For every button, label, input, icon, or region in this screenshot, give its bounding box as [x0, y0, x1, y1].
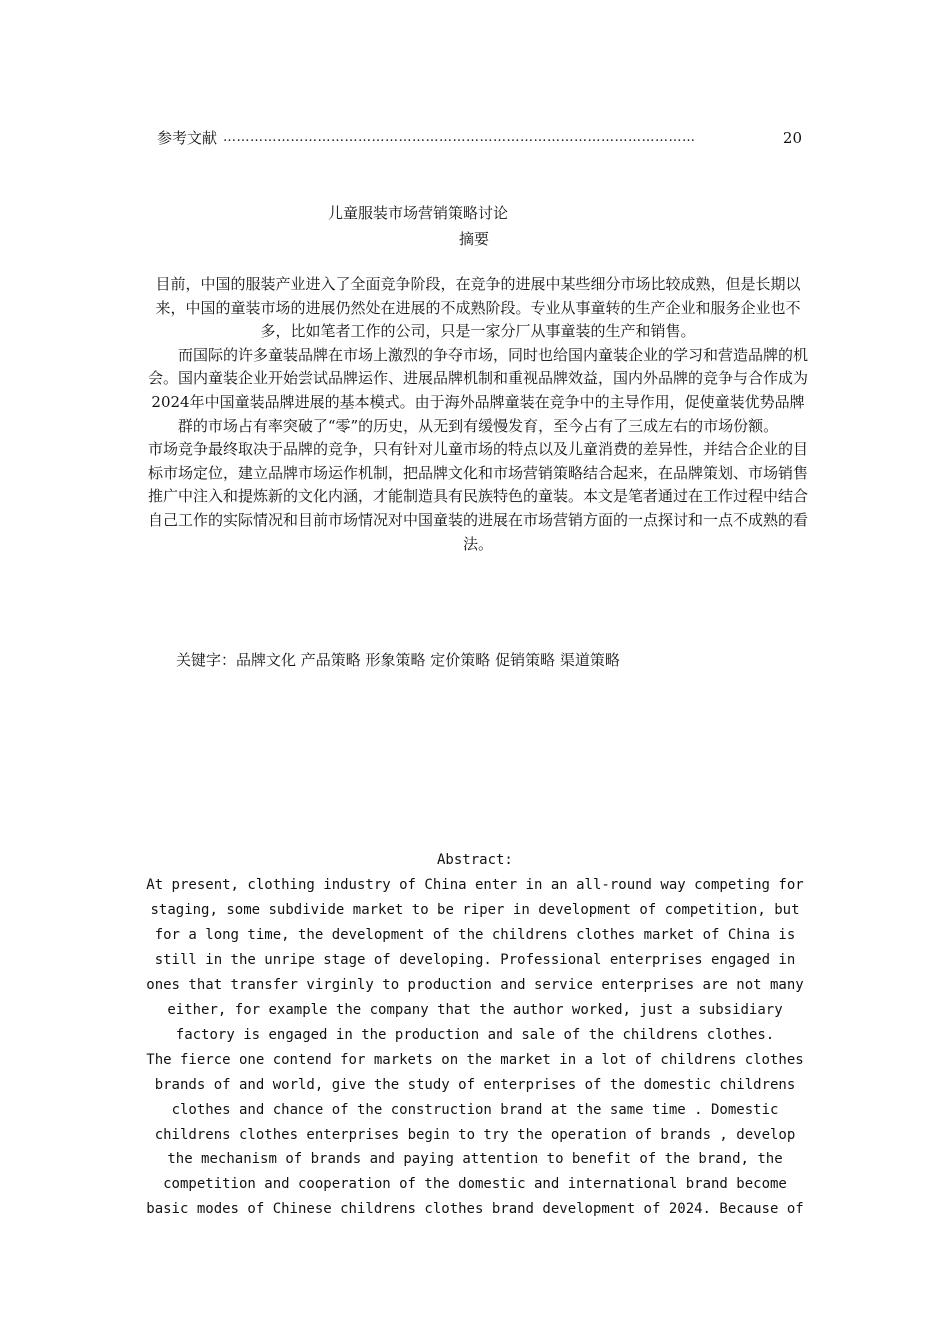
- toc-entry-references[interactable]: [157, 127, 802, 149]
- english-abstract-paragraph: At present, clothing industry of China enter in an all-round way competing for staging, some subdivide market to be riper in development of competition, but for a long time, the development of the childrens clothes market of China is still in the unripe stage of developing. Professional enterprises engaged in ones that transfer virginly to production and service enterprises are not many either, for example the company that the author worked, just a subsidiary factory is engaged in the production and sale of the childrens clothes.: [146, 877, 804, 1043]
- abstract-paragraph: 目前，中国的服装产业进入了全面竞争阶段，在竞争的进展中某些细分市场比较成熟，但是长期以来，中国的童装市场的进展仍然处在进展的不成熟阶段。专业从事童转的生产企业和服务企业也不多，比如笔者工作的公司，只是一家分厂从事童装的生产和销售。: [155, 275, 801, 341]
- keywords: 关键字：品牌文化 产品策略 形象策略 定价策略 促销策略 渠道策略: [176, 651, 620, 669]
- document-title: 儿童服装市场营销策略讨论: [328, 204, 509, 222]
- toc-label: 参考文献: [157, 129, 218, 147]
- english-abstract-heading: Abstract:: [437, 852, 513, 868]
- toc-leader-dots: ……………………………………………………………………………………………: [223, 130, 696, 145]
- abstract-paragraph: 而国际的许多童装品牌在市场上激烈的争夺市场，同时也给国内童装企业的学习和营造品牌的机会。国内童装企业开始尝试品牌运作、进展品牌机制和重视品牌效益，国内外品牌的竞争与合作成为2024年中国童装品牌进展的基本模式。由于海外品牌童装在竞争中的主导作用，促使童装优势品牌群的市场占有率突破了“零”的历史，从无到有缓慢发育，至今占有了三成左右的市场份额。: [148, 345, 809, 435]
- toc-page-number: 20: [776, 127, 802, 149]
- english-abstract-paragraph: The fierce one contend for markets on the market in a lot of childrens clothes brands of and world, give the study of enterprises of the domestic childrens clothes and chance of the construction brand at the same time . Domestic childrens clothes enterprises begin to try the operation of brands , develop the mechanism of brands and paying attention to benefit of the brand, the competition and cooperation of the domestic and international brand become basic modes of Chinese childrens clothes brand development of 2024. Because of: [146, 1051, 804, 1218]
- chinese-abstract: [148, 273, 808, 556]
- abstract-paragraph: 市场竞争最终取决于品牌的竞争，只有针对儿童市场的特点以及儿童消费的差异性，并结合企业的目标市场定位，建立品牌市场运作机制，把品牌文化和市场营销策略结合起来，在品牌策划、市场销售推广中注入和提炼新的文化内涵，才能制造具有民族特色的童装。本文是笔者通过在工作过程中结合自己工作的实际情况和目前市场情况对中国童装的进展在市场营销方面的一点探讨和一点不成熟的看法。: [148, 440, 809, 553]
- abstract-heading: 摘要: [459, 230, 490, 248]
- english-abstract: [144, 873, 806, 1222]
